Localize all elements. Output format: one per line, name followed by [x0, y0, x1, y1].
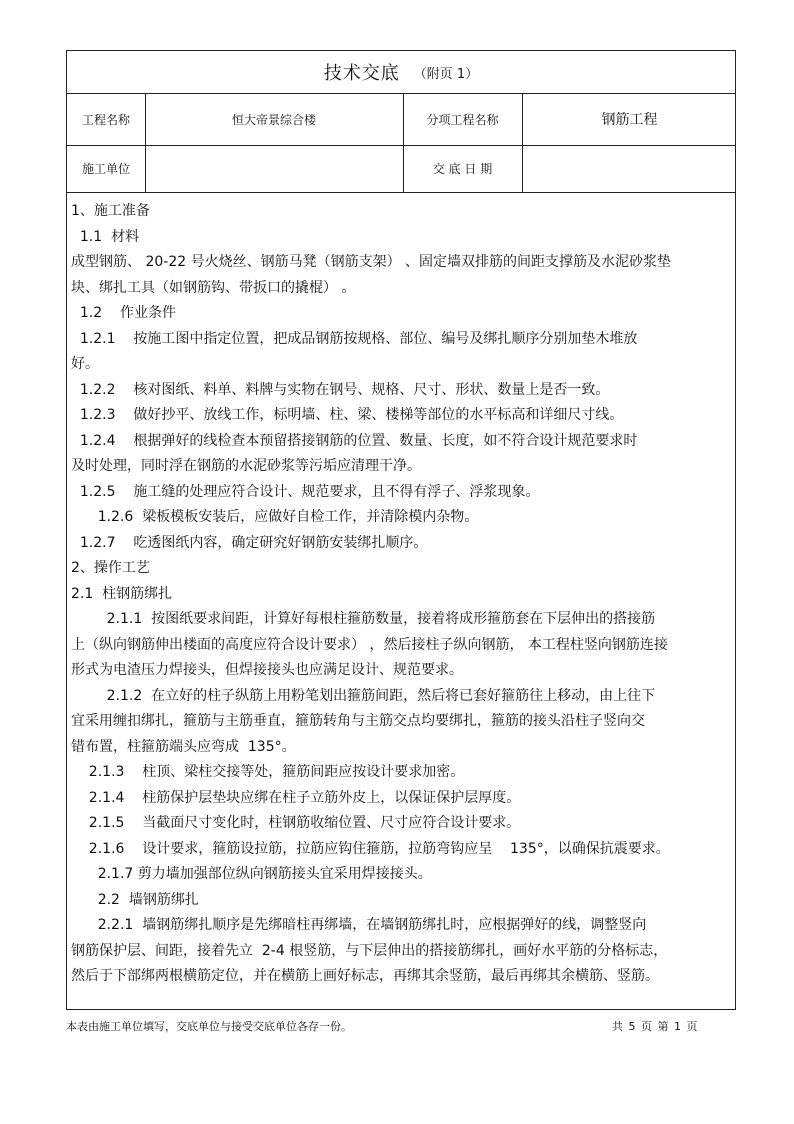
body-line: 1.2.5 施工缝的处理应符合设计、规范要求，且不得有浮子、浮浆现象。 — [71, 483, 540, 500]
body-line: 上（纵向钢筋伸出楼面的高度应符合设计要求） ，然后接柱子纵向钢筋， 本工程柱竖向钢筋连接 — [71, 636, 668, 653]
title-page-note: （附页 1） — [413, 66, 479, 82]
body-line: 宜采用缠扣绑扎，箍筋与主筋垂直，箍筋转角与主筋交点均要绑扎，箍筋的接头沿柱子竖向交 — [71, 713, 645, 729]
body-line: 2.1 柱钢筋绑扎 — [71, 585, 173, 602]
body-line: 1.2.2 核对图纸、料单、料牌与实物在钢号、规格、尺寸、形状、数量上是否一致。 — [71, 381, 610, 398]
construction-unit-label: 施工单位 — [81, 162, 130, 176]
row-divider — [67, 192, 735, 193]
body-line: 1.2.1 按施工图中指定位置，把成品钢筋按规格、部位、编号及绑扎顺序分别加垫木堆放 — [71, 330, 638, 347]
footer-note: 本表由施工单位填写，交底单位与接受交底单位各存一份。 — [66, 1020, 352, 1033]
sub-project-label: 分项工程名称 — [426, 112, 499, 127]
disclosure-form — [66, 50, 736, 1010]
body-line: 2.1.7 剪力墙加强部位纵向钢筋接头宜采用焊接接头。 — [71, 866, 432, 882]
body-line: 1.2.4 根据弹好的线检查本预留搭接钢筋的位置、数量、长度，如不符合设计规范要求时 — [71, 432, 638, 449]
body-line: 形式为电渣压力焊接头，但焊接接头也应满足设计、规范要求。 — [71, 662, 463, 678]
body-line: 1.2.7 吃透图纸内容，确定研究好钢筋安装绑扎顺序。 — [71, 534, 428, 551]
body-line: 1.2.3 做好抄平、放线工作，标明墙、柱、梁、楼梯等部位的水平标高和详细尺寸线。 — [71, 407, 624, 423]
body-line: 1.1 材料 — [71, 228, 140, 245]
page-indicator: 共 5 页 第 1 页 — [612, 1020, 698, 1033]
body-line: 错布置，柱箍筋端头应弯成 135°。 — [71, 738, 296, 755]
body-line: 1.2.6 梁板模板安装后，应做好自检工作，并清除模内杂物。 — [71, 509, 479, 525]
body-line: 2.1.3 柱顶、梁柱交接等处，箍筋间距应按设计要求加密。 — [71, 764, 465, 780]
body-line: 钢筋保护层、间距，接着先立 2-4 根竖筋，与下层伸出的搭接筋绑扎，画好水平筋的分格标志， — [71, 942, 668, 959]
body-line: 2.1.2 在立好的柱子纵筋上用粉笔划出箍筋间距，然后将已套好箍筋往上移动，由上往下 — [71, 687, 656, 704]
body-line: 2.1.1 按图纸要求间距，计算好每根柱箍筋数量，接着将成形箍筋套在下层伸出的搭接筋 — [71, 611, 656, 627]
sub-project-value: 钢筋工程 — [601, 112, 658, 128]
body-line: 2.2 墙钢筋绑扎 — [71, 891, 199, 908]
body-line: 1.2 作业条件 — [71, 305, 176, 321]
body-line: 2.1.5 当截面尺寸变化时，柱钢筋收缩位置、尺寸应符合设计要求。 — [71, 815, 521, 831]
title-text: 技术交底 — [323, 63, 400, 84]
body-line: 然后于下部绑两根横筋定位，并在横筋上画好标志，再绑其余竖筋，最后再绑其余横筋、竖筋。 — [71, 968, 659, 984]
body-line: 2.2.1 墙钢筋绑扎顺序是先绑暗柱再绑墙，在墙钢筋绑扎时，应根据弹好的线，调整竖向 — [71, 917, 647, 933]
body-line: 及时处理，同时浮在钢筋的水泥砂浆等污垢应清理干净。 — [71, 458, 421, 474]
form-title — [67, 51, 735, 93]
body-line: 1、施工准备 — [71, 203, 150, 219]
body-line: 2.1.6 设计要求，箍筋设拉筋，拉筋应钩住箍筋，拉筋弯钩应呈 135°，以确保抗震要求。 — [71, 840, 670, 857]
project-name-value: 恒大帝景综合楼 — [231, 112, 316, 127]
body-line: 成型钢筋、 20-22 号火烧丝、钢筋马凳（钢筋支架） 、固定墙双排筋的间距支撑筋及水泥砂浆垫 — [71, 254, 672, 270]
body-line: 2.1.4 柱筋保护层垫块应绑在柱子立筋外皮上，以保证保护层厚度。 — [71, 789, 521, 806]
project-name-label: 工程名称 — [81, 112, 130, 127]
body-line: 块、绑扎工具（如钢筋钩、带扳口的撬棍） 。 — [71, 279, 356, 296]
body-line: 2、操作工艺 — [71, 560, 150, 576]
disclosure-date-value — [522, 145, 737, 192]
construction-unit-value — [145, 145, 403, 192]
disclosure-body — [67, 199, 735, 990]
body-line: 好。 — [71, 356, 99, 372]
disclosure-date-label: 交 底 日 期 — [432, 162, 493, 176]
